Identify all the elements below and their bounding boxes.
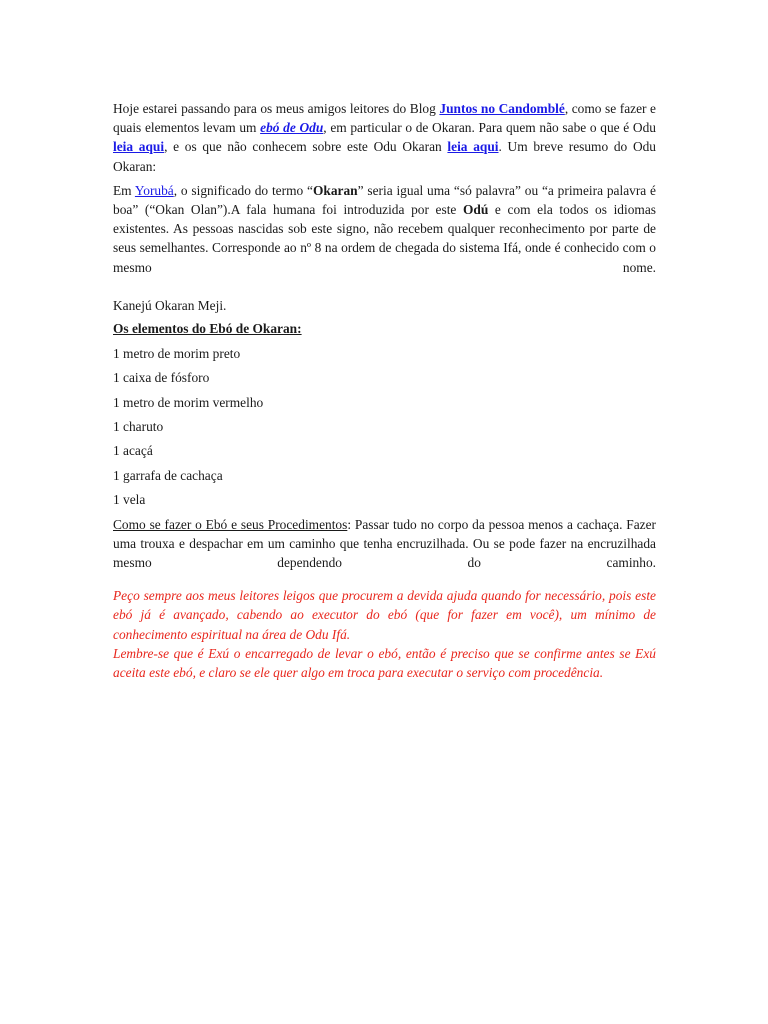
okaran-term: Okaran bbox=[312, 182, 358, 198]
list-item: 1 metro de morim vermelho bbox=[113, 394, 264, 410]
intro-text-4: , e os que não conhecem sobre este Odu Okaran bbox=[164, 139, 448, 155]
elements-heading-line bbox=[113, 319, 656, 339]
procedure-text: : Passar tudo no corpo da pessoa menos a cachaça. Fazer uma trouxa e despachar em um caminho que tenha encruzilhada. Ou se pode fazer na encruzilhada mesmo dependendo do caminho. bbox=[113, 516, 656, 570]
yoruba-text-3: ” seria igual uma “só palavra” ou “a primeira palavra é boa” (“Okan Olan”).A fala humana foi introduzida por este bbox=[113, 182, 656, 218]
yoruba-paragraph bbox=[113, 181, 656, 277]
list-item: 1 caixa de fósforo bbox=[113, 370, 210, 386]
blog-link[interactable]: Juntos no Candomblé bbox=[439, 101, 565, 116]
yoruba-text-1: Em bbox=[113, 182, 135, 198]
ebo-de-odu-link[interactable]: ebó de Odu bbox=[260, 120, 324, 136]
intro-text-3: , em particular o de Okaran. Para quem não sabe o que é Odu bbox=[323, 120, 656, 136]
leia-aqui-link-2[interactable]: leia aqui bbox=[447, 139, 499, 155]
intro-text-5: . Um breve resumo do Odu Okaran: bbox=[113, 139, 657, 174]
elements-heading: Os elementos do Ebó de Okaran: bbox=[113, 320, 302, 336]
yoruba-text-4: e com ela todos os idiomas existentes. As pessoas nascidas sob este signo, não recebem qualquer reconhecimento por parte de seus semelhantes. Corresponde ao nº 8 na ordem de chegada do sistema Ifá, onde é conhecido com o mesmo nome. bbox=[113, 202, 656, 275]
document-body bbox=[113, 99, 656, 682]
list-item: 1 garrafa de cachaça bbox=[113, 467, 223, 483]
intro-text-2: , como se fazer e quais elementos levam um bbox=[113, 101, 657, 136]
list-item: 1 charuto bbox=[113, 419, 164, 434]
elements-list bbox=[113, 344, 656, 515]
odu-term: Odú bbox=[463, 202, 489, 218]
warning-paragraph-1: Peço sempre aos meus leitores leigos que procurem a devida ajuda quando for necessário, pois este ebó já é avançado, cabendo ao executor do ebó (que for fazer em você), um mínimo de conhecimento espiritual na área de Odu Ifá. bbox=[113, 588, 656, 642]
list-item: 1 acaçá bbox=[113, 443, 153, 459]
list-item: 1 metro de morim preto bbox=[113, 345, 241, 361]
leia-aqui-link-1[interactable]: leia aqui bbox=[113, 139, 165, 155]
procedure-label: Como se fazer o Ebó e seus Procedimentos bbox=[113, 516, 348, 532]
intro-text-1: Hoje estarei passando para os meus amigos leitores do Blog bbox=[113, 101, 440, 116]
yoruba-text-2: , o significado do termo “ bbox=[173, 182, 313, 198]
kaneju-line: Kanejú Okaran Meji. bbox=[113, 297, 227, 313]
intro-paragraph bbox=[113, 99, 656, 176]
list-item: 1 vela bbox=[113, 492, 146, 508]
yoruba-link[interactable]: Yorubá bbox=[134, 182, 174, 198]
warning-paragraph-2: Lembre-se que é Exú o encarregado de levar o ebó, então é preciso que se confirme antes se Exú aceita este ebó, e claro se ele quer algo em troca para executar o serviço com procedência. bbox=[113, 645, 656, 680]
procedure-paragraph bbox=[113, 515, 656, 573]
